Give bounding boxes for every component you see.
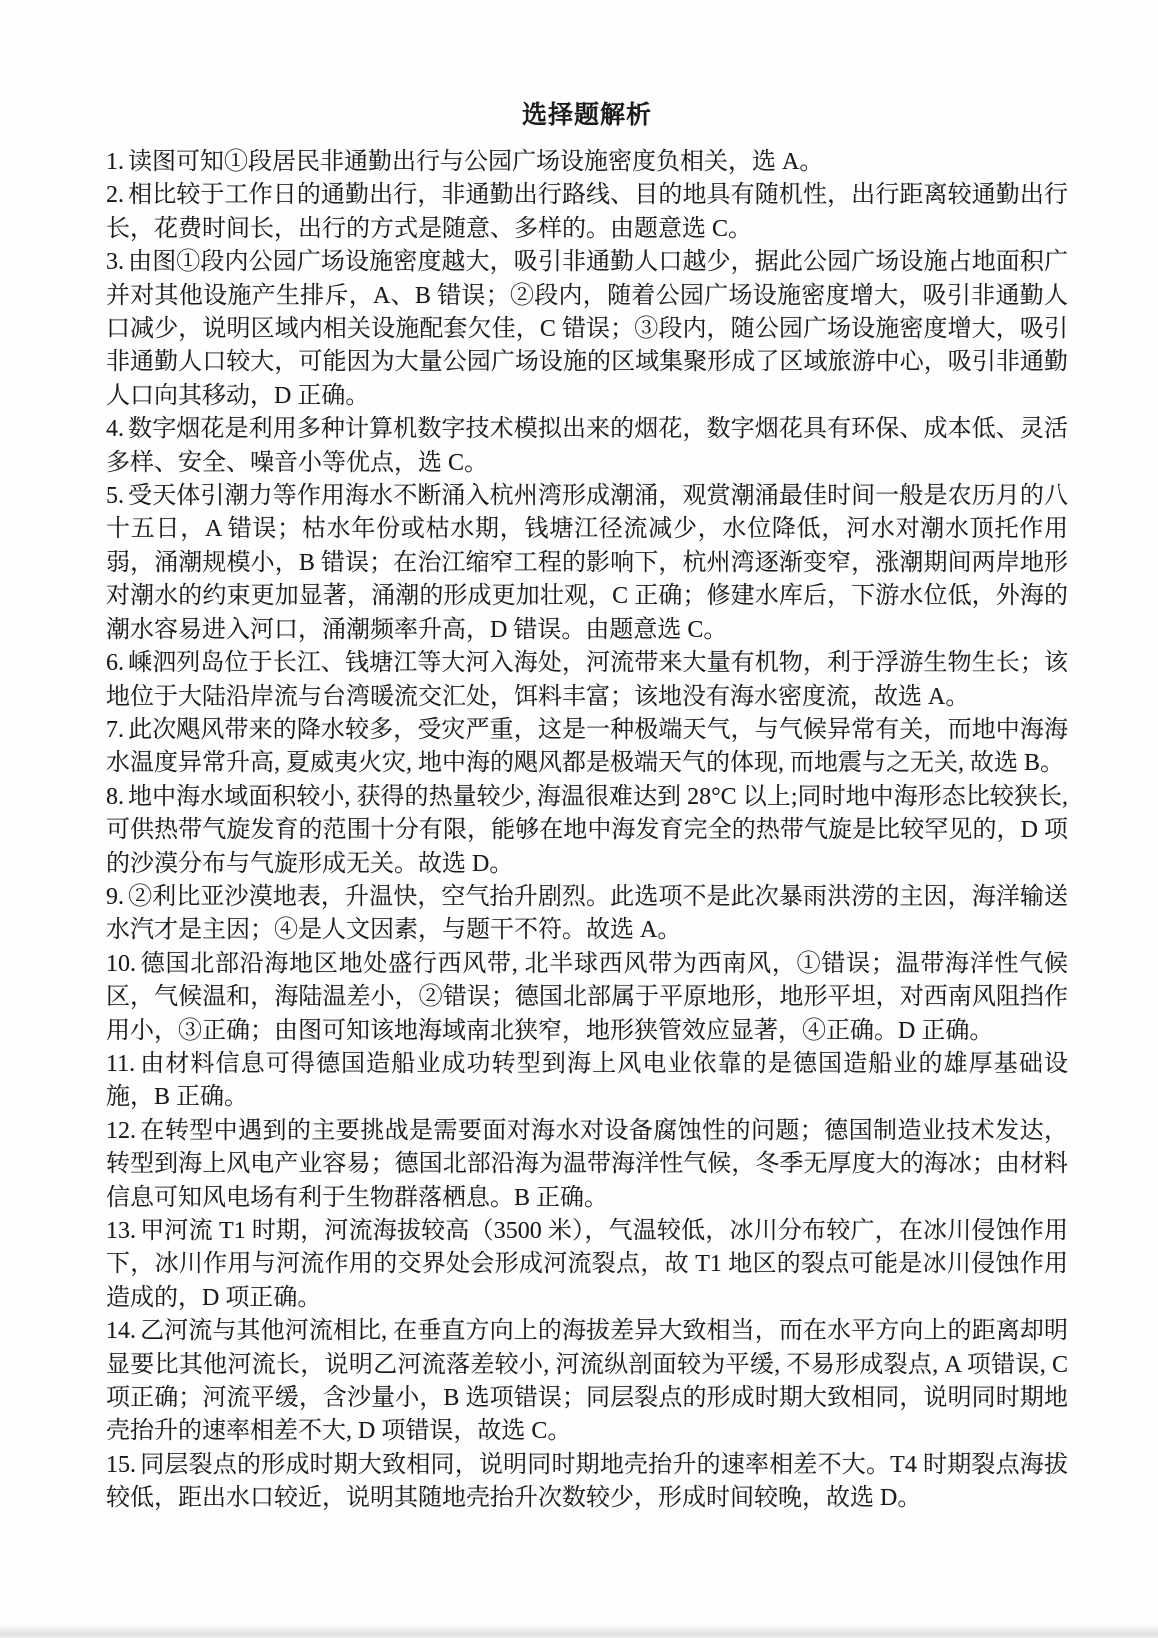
answer-item: [106, 948, 1068, 1048]
item-number: 11.: [106, 1050, 136, 1077]
page-title: 选择题解析: [521, 102, 652, 129]
item-text: 相比较于工作日的通勤出行，非通勤出行路线、目的地具有随机性，出行距离较通勤出行长，花费时间长，出行的方式是随意、多样的。由题意选 C。: [106, 182, 1068, 242]
answer-item: [106, 246, 1068, 413]
item-number: 15.: [106, 1451, 136, 1478]
answer-item: [106, 881, 1068, 948]
item-text: 德国北部沿海地区地处盛行西风带, 北半球西风带为西南风，①错误；温带海洋性气候区，气候温和，海陆温差小，②错误；德国北部属于平原地形，地形平坦，对西南风阻挡作用小，③正确；由图可知该地海域南北狭窄，地形狭管效应显著，④正确。D 正确。: [106, 950, 1068, 1044]
item-text: ②利比亚沙漠地表，升温快，空气抬升剧烈。此选项不是此次暴雨洪涝的主因，海洋输送水汽才是主因；④是人文因素，与题干不符。故选 A。: [106, 883, 1068, 944]
item-number: 4.: [106, 416, 124, 443]
answer-item: [106, 146, 1068, 179]
item-text: 同层裂点的形成时期大致相同，说明同时期地壳抬升的速率相差不大。T4 时期裂点海拔较低，距出水口较近，说明其随地壳抬升次数较少，形成时间较晚，故选 D。: [106, 1451, 1068, 1512]
answer-item: [106, 480, 1068, 647]
scan-bottom-edge: [0, 1624, 1158, 1638]
item-number: 6.: [106, 650, 124, 677]
answer-item: [106, 1048, 1068, 1115]
item-number: 14.: [106, 1318, 136, 1345]
answer-list: [106, 146, 1068, 1516]
answer-item: [106, 647, 1068, 714]
item-text: 由图①段内公园广场设施密度越大，吸引非通勤人口越少，据此公园广场设施占地面积广并对其他设施产生排斥，A、B 错误；②段内，随着公园广场设施密度增大，吸引非通勤人口减少，说明区域内相关设施配套欠佳，C 错误；③段内，随公园广场设施密度增大，吸引非通勤人口较大，可能因为大量公园广场设施的区域集聚形成了区域旅游中心，吸引非通勤人口向其移动，D 正确。: [106, 249, 1068, 409]
item-text: 由材料信息可得德国造船业成功转型到海上风电业依靠的是德国造船业的雄厚基础设施，B 正确。: [106, 1050, 1068, 1111]
answer-item: [106, 1449, 1068, 1516]
answer-item: [106, 413, 1068, 480]
answer-item: [106, 1315, 1068, 1449]
item-text: 此次飓风带来的降水较多，受灾严重，这是一种极端天气，与气候异常有关，而地中海海水温度异常升高, 夏威夷火灾, 地中海的飓风都是极端天气的体现, 而地震与之无关, 故选 B。: [106, 716, 1068, 777]
item-number: 9.: [106, 883, 124, 910]
answer-item: [106, 781, 1068, 881]
answer-item: [106, 1115, 1068, 1215]
item-number: 8.: [106, 783, 124, 810]
item-text: 乙河流与其他河流相比, 在垂直方向上的海拔差异大致相当，而在水平方向上的距离却明显要比其他河流长，说明乙河流落差较小, 河流纵剖面较为平缓, 不易形成裂点, A 项错误, C 项正确；河流平缓，含沙量小，B 选项错误；同层裂点的形成时期大致相同，说明同时期地壳抬升的速率相差不大, D 项错误，故选 C。: [106, 1318, 1068, 1445]
item-number: 1.: [106, 149, 124, 175]
item-number: 12.: [106, 1117, 136, 1144]
item-number: 7.: [106, 716, 124, 743]
answer-item: [106, 1215, 1068, 1315]
item-number: 2.: [106, 182, 124, 209]
item-number: 3.: [106, 249, 124, 276]
item-text: 受天体引潮力等作用海水不断涌入杭州湾形成潮涌，观赏潮涌最佳时间一般是农历月的八十五日，A 错误；枯水年份或枯水期，钱塘江径流减少，水位降低，河水对潮水顶托作用弱，涌潮规模小，B 错误；在治江缩窄工程的影响下，杭州湾逐渐变窄，涨潮期间两岸地形对潮水的约束更加显著，涌潮的形成更加壮观，C 正确；修建水库后，下游水位低，外海的潮水容易进入河口，涌潮频率升高，D 错误。由题意选 C。: [106, 483, 1068, 643]
item-text: 数字烟花是利用多种计算机数字技术模拟出来的烟花，数字烟花具有环保、成本低、灵活多样、安全、噪音小等优点，选 C。: [106, 416, 1068, 476]
item-text: 地中海水域面积较小, 获得的热量较少, 海温很难达到 28°C 以上;同时地中海形态比较狭长,可供热带气旋发育的范围十分有限，能够在地中海发育完全的热带气旋是比较罕见的，D 项的沙漠分布与气旋形成无关。故选 D。: [106, 783, 1068, 877]
answer-item: [106, 714, 1068, 781]
item-number: 13.: [106, 1218, 136, 1244]
answer-item: [106, 179, 1068, 246]
item-text: 嵊泗列岛位于长江、钱塘江等大河入海处，河流带来大量有机物，利于浮游生物生长；该地位于大陆沿岸流与台湾暖流交汇处，饵料丰富；该地没有海水密度流，故选 A。: [106, 650, 1068, 710]
item-text: 甲河流 T1 时期，河流海拔较高（3500 米），气温较低，冰川分布较广，在冰川侵蚀作用下，冰川作用与河流作用的交界处会形成河流裂点，故 T1 地区的裂点可能是冰川侵蚀作用造成的，D 项正确。: [106, 1218, 1068, 1311]
item-number: 5.: [106, 483, 124, 510]
item-text: 读图可知①段居民非通勤出行与公园广场设施密度负相关，选 A。: [128, 149, 824, 175]
item-text: 在转型中遇到的主要挑战是需要面对海水对设备腐蚀性的问题；德国制造业技术发达，转型到海上风电产业容易；德国北部沿海为温带海洋性气候，冬季无厚度大的海冰；由材料信息可知风电场有利于生物群落栖息。B 正确。: [106, 1117, 1068, 1211]
item-number: 10.: [106, 950, 136, 977]
